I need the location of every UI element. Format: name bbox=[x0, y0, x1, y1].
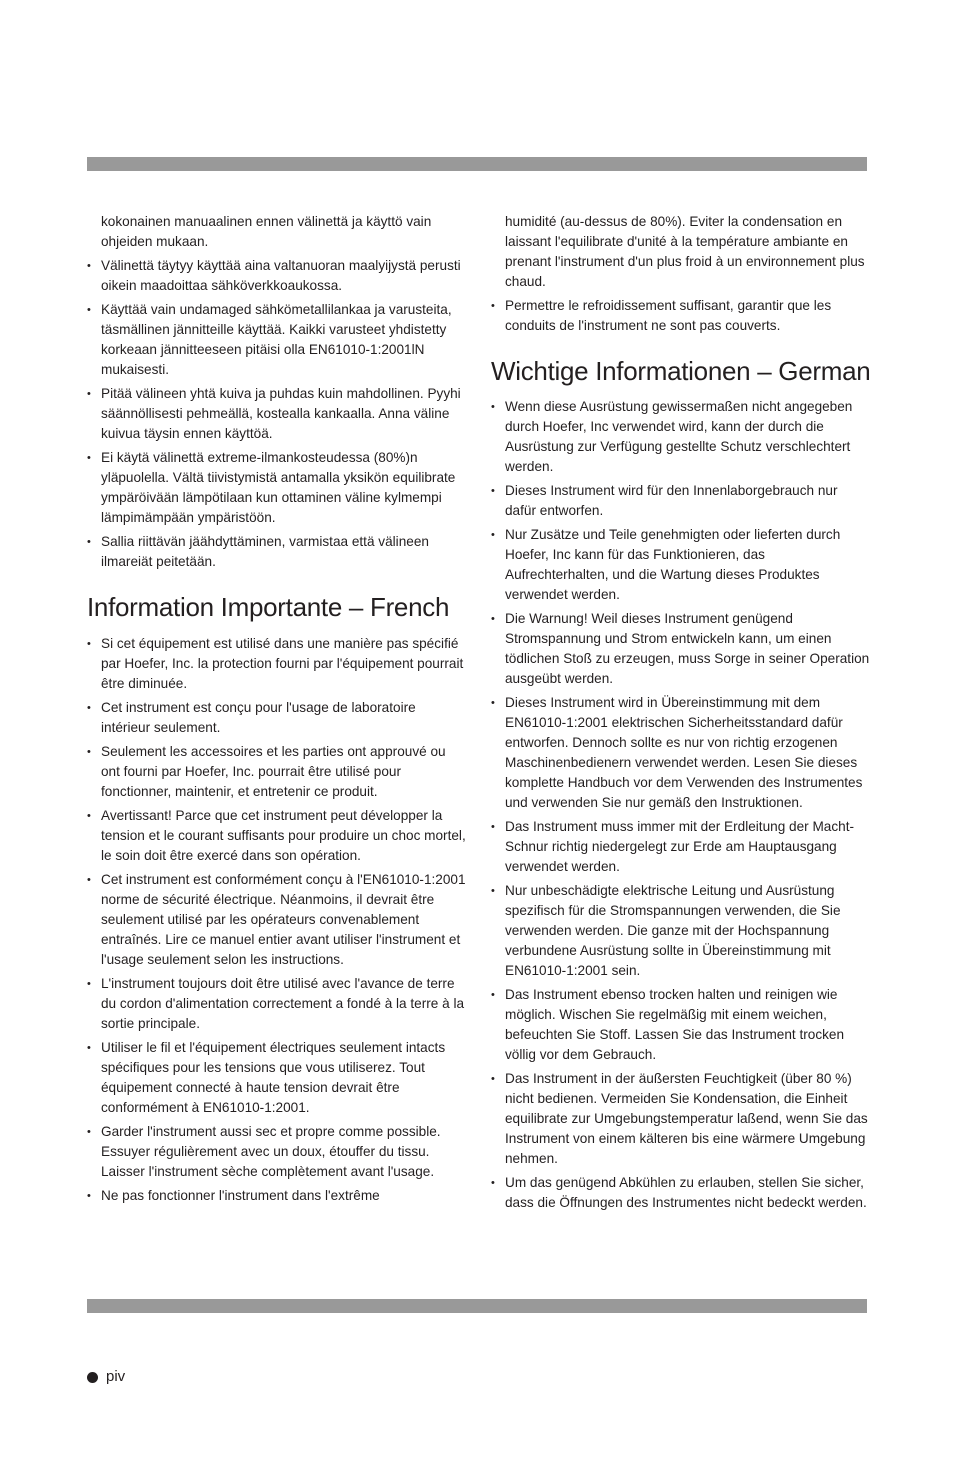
bullet-icon: • bbox=[491, 821, 495, 833]
list-item-text: Utiliser le fil et l'équipement électriques seulement intacts spécifiques pour les tensions que vous utiliserez. Tout équipement connecté à haute tension devrait être conformément à EN61010-1:2001. bbox=[101, 1040, 446, 1115]
list-item bbox=[491, 525, 871, 605]
bullet-icon: • bbox=[87, 746, 91, 758]
list-item bbox=[87, 698, 467, 738]
finnish-continuation: kokonainen manuaalinen ennen välinettä ja käyttö vain ohjeiden mukaan. bbox=[101, 214, 432, 249]
list-item-text: Die Warnung! Weil dieses Instrument genügend Stromspannung und Strom entwickeln kann, um einen tödlichen Stoß zu erzeugen, muss Sorge in seiner Operation ausgeübt werden. bbox=[505, 611, 870, 686]
bullet-icon: • bbox=[491, 1177, 495, 1189]
list-item bbox=[87, 870, 467, 970]
bullet-icon: • bbox=[491, 529, 495, 541]
german-heading: Wichtige Informationen – German bbox=[491, 356, 871, 386]
bullet-icon: • bbox=[87, 1190, 91, 1202]
bullet-icon: • bbox=[87, 304, 91, 316]
list-item-text: Seulement les accessoires et les parties ont approuvé ou ont fourni par Hoefer, Inc. pourrait être utilisé pour fonctionner, maintenir, et entretenir ce produit. bbox=[101, 744, 446, 799]
bullet-icon: • bbox=[87, 810, 91, 822]
list-item bbox=[87, 384, 467, 444]
list-item bbox=[87, 974, 467, 1034]
bullet-icon: • bbox=[491, 697, 495, 709]
list-item-text: Nur Zusätze und Teile genehmigten oder lieferten durch Hoefer, Inc kann für das Funktionieren, das Aufrechterhalten, und die Wartung dieses Produktes verwendet werden. bbox=[505, 527, 841, 602]
header-rule bbox=[87, 157, 867, 171]
list-item bbox=[87, 634, 467, 694]
german-list bbox=[491, 397, 871, 1213]
list-item bbox=[87, 1038, 467, 1118]
bullet-icon: • bbox=[87, 978, 91, 990]
list-item bbox=[87, 806, 467, 866]
list-item-text: Käyttää vain undamaged sähkömetallilankaa ja varusteita, täsmällinen jännitteille käyttää. Kaikki varusteet yhdistetty korkeaan jännitteeseen pitäisi olla EN61010-1:2001lN mukaisesti. bbox=[101, 302, 452, 377]
bullet-icon: • bbox=[87, 874, 91, 886]
bullet-icon: • bbox=[491, 300, 495, 312]
list-item-text: Cet instrument est conformément conçu à l'EN61010-1:2001 norme de sécurité électrique. Néanmoins, il devrait être seulement utilisé par les opérateurs convenablement entraînés. Lire ce manuel entier avant utiliser l'instrument et l'usage seulement selon les instructions. bbox=[101, 872, 466, 967]
list-item bbox=[491, 1069, 871, 1169]
list-item bbox=[87, 256, 467, 296]
list-item-text: Nur unbeschädigte elektrische Leitung und Ausrüstung spezifisch für die Stromspannungen verwenden, die Sie verwenden werden. Die ganze mit der Hochspannung verbundene Ausrüstung sollte in Übereinstimmung mit EN61010-1:2001 sein. bbox=[505, 883, 841, 978]
list-item bbox=[491, 985, 871, 1065]
bullet-icon: • bbox=[491, 485, 495, 497]
list-item bbox=[491, 481, 871, 521]
list-item bbox=[87, 300, 467, 380]
bullet-icon: • bbox=[87, 1126, 91, 1138]
list-item-text: Um das genügend Abkühlen zu erlauben, stellen Sie sicher, dass die Öffnungen des Instrumentes nicht bedeckt werden. bbox=[505, 1175, 867, 1210]
right-column bbox=[491, 212, 871, 1217]
list-item-text: Garder l'instrument aussi sec et propre comme possible. Essuyer régulièrement avec un doux, étouffer du tissu. Laisser l'instrument sèche complètement avant l'usage. bbox=[101, 1124, 441, 1179]
bullet-icon: • bbox=[491, 613, 495, 625]
list-item-text: Das Instrument muss immer mit der Erdleitung der Macht-Schnur richtig niedergelegt zur Erde am Hauptausgang verwendet werden. bbox=[505, 819, 855, 874]
list-item-text: Sallia riittävän jäähdyttäminen, varmistaa että välineen ilmareiät peitetään. bbox=[101, 534, 429, 569]
left-column bbox=[87, 212, 467, 1210]
list-item-text: Avertissant! Parce que cet instrument peut développer la tension et le courant suffisants pour produire un choc mortel, le soin doit être exercé dans son opération. bbox=[101, 808, 466, 863]
bullet-icon: • bbox=[491, 401, 495, 413]
list-item-text: Välinettä täytyy käyttää aina valtanuoran maalyijystä perusti oikein maadoittaa sähköverkkoaukossa. bbox=[101, 258, 461, 293]
list-item-text: Cet instrument est conçu pour l'usage de laboratoire intérieur seulement. bbox=[101, 700, 416, 735]
list-item-text: Si cet équipement est utilisé dans une manière pas spécifié par Hoefer, Inc. la protection fourni par l'équipement pourrait être diminuée. bbox=[101, 636, 464, 691]
bullet-icon: • bbox=[87, 388, 91, 400]
list-item bbox=[87, 1186, 467, 1206]
list-item bbox=[87, 742, 467, 802]
bullet-icon: • bbox=[87, 638, 91, 650]
list-item bbox=[491, 1173, 871, 1213]
bullet-icon: • bbox=[87, 260, 91, 272]
list-item-text: Ei käytä välinettä extreme-ilmankosteudessa (80%)n yläpuolella. Vältä tiivistymistä antamalla yksikön equilibrate ympäröivään lämpötilaan kun ottaminen väline kylmempi lämpimämpään ympäristöön. bbox=[101, 450, 456, 525]
list-item-text: L'instrument toujours doit être utilisé avec l'avance de terre du cordon d'alimentation correctement a fondé à la terre à la sortie principale. bbox=[101, 976, 465, 1031]
list-item-text: Dieses Instrument wird für den Innenlaborgebrauch nur dafür entworfen. bbox=[505, 483, 838, 518]
french-continuation: humidité (au-dessus de 80%). Eviter la condensation en laissant l'equilibrate d'unité à la température ambiante en prenant l'instrument d'un plus froid à un environnement plus chaud. bbox=[505, 214, 865, 289]
list-item bbox=[491, 397, 871, 477]
bullet-icon: • bbox=[87, 452, 91, 464]
bullet-icon: • bbox=[87, 1042, 91, 1054]
finnish-list bbox=[87, 256, 467, 572]
list-item-text: Permettre le refroidissement suffisant, garantir que les conduits de l'instrument ne sont pas couverts. bbox=[505, 298, 832, 333]
page-number: piv bbox=[106, 1368, 126, 1385]
list-item-text: Ne pas fonctionner l'instrument dans l'extrême bbox=[101, 1188, 380, 1203]
list-item bbox=[491, 693, 871, 813]
list-item bbox=[87, 1122, 467, 1182]
bullet-icon: • bbox=[491, 989, 495, 1001]
list-item bbox=[491, 817, 871, 877]
french-list bbox=[87, 634, 467, 1206]
page-footer bbox=[87, 1367, 125, 1387]
list-item-text: Wenn diese Ausrüstung gewissermaßen nicht angegeben durch Hoefer, Inc verwendet wird, kann der durch die Ausrüstung zur Verfügung gestellte Schutz verschlechtert werden. bbox=[505, 399, 853, 474]
list-item-text: Dieses Instrument wird in Übereinstimmung mit dem EN61010-1:2001 elektrischen Sicherheitsstandard dafür entworfen. Dennoch sollte es nur von richtig erzogenen Maschinenbedienern verwendet werden. Lesen Sie dieses komplette Handbuch vor dem Verwenden des Instrumentes und verwenden Sie nur gemäß den Instruktionen. bbox=[505, 695, 863, 810]
page-bullet-icon bbox=[87, 1372, 98, 1383]
bullet-icon: • bbox=[87, 536, 91, 548]
list-item-text: Pitää välineen yhtä kuiva ja puhdas kuin mahdollinen. Pyyhi säännöllisesti pehmeällä, kostealla kankaalla. Anna väline kuivua täysin ennen käyttöä. bbox=[101, 386, 461, 441]
list-item bbox=[491, 296, 871, 336]
bullet-icon: • bbox=[491, 885, 495, 897]
french-list-continued bbox=[491, 296, 871, 336]
list-item bbox=[491, 609, 871, 689]
french-heading: Information Importante – French bbox=[87, 592, 450, 622]
list-item-text: Das Instrument ebenso trocken halten und reinigen wie möglich. Wischen Sie regelmäßig mit einem weichen, befeuchten Sie Stoff. Lassen Sie das Instrument trocken völlig vor dem Gebrauch. bbox=[505, 987, 845, 1062]
bullet-icon: • bbox=[491, 1073, 495, 1085]
list-item bbox=[491, 881, 871, 981]
bullet-icon: • bbox=[87, 702, 91, 714]
list-item bbox=[87, 532, 467, 572]
list-item-text: Das Instrument in der äußersten Feuchtigkeit (über 80 %) nicht bedienen. Vermeiden Sie Kondensation, die Einheit equilibrate zur Umgebungstemperatur laßend, wenn Sie das Instrument von einem kälteren bis eine wärmere Umgebung nehmen. bbox=[505, 1071, 868, 1166]
footer-rule bbox=[87, 1299, 867, 1313]
list-item bbox=[87, 448, 467, 528]
